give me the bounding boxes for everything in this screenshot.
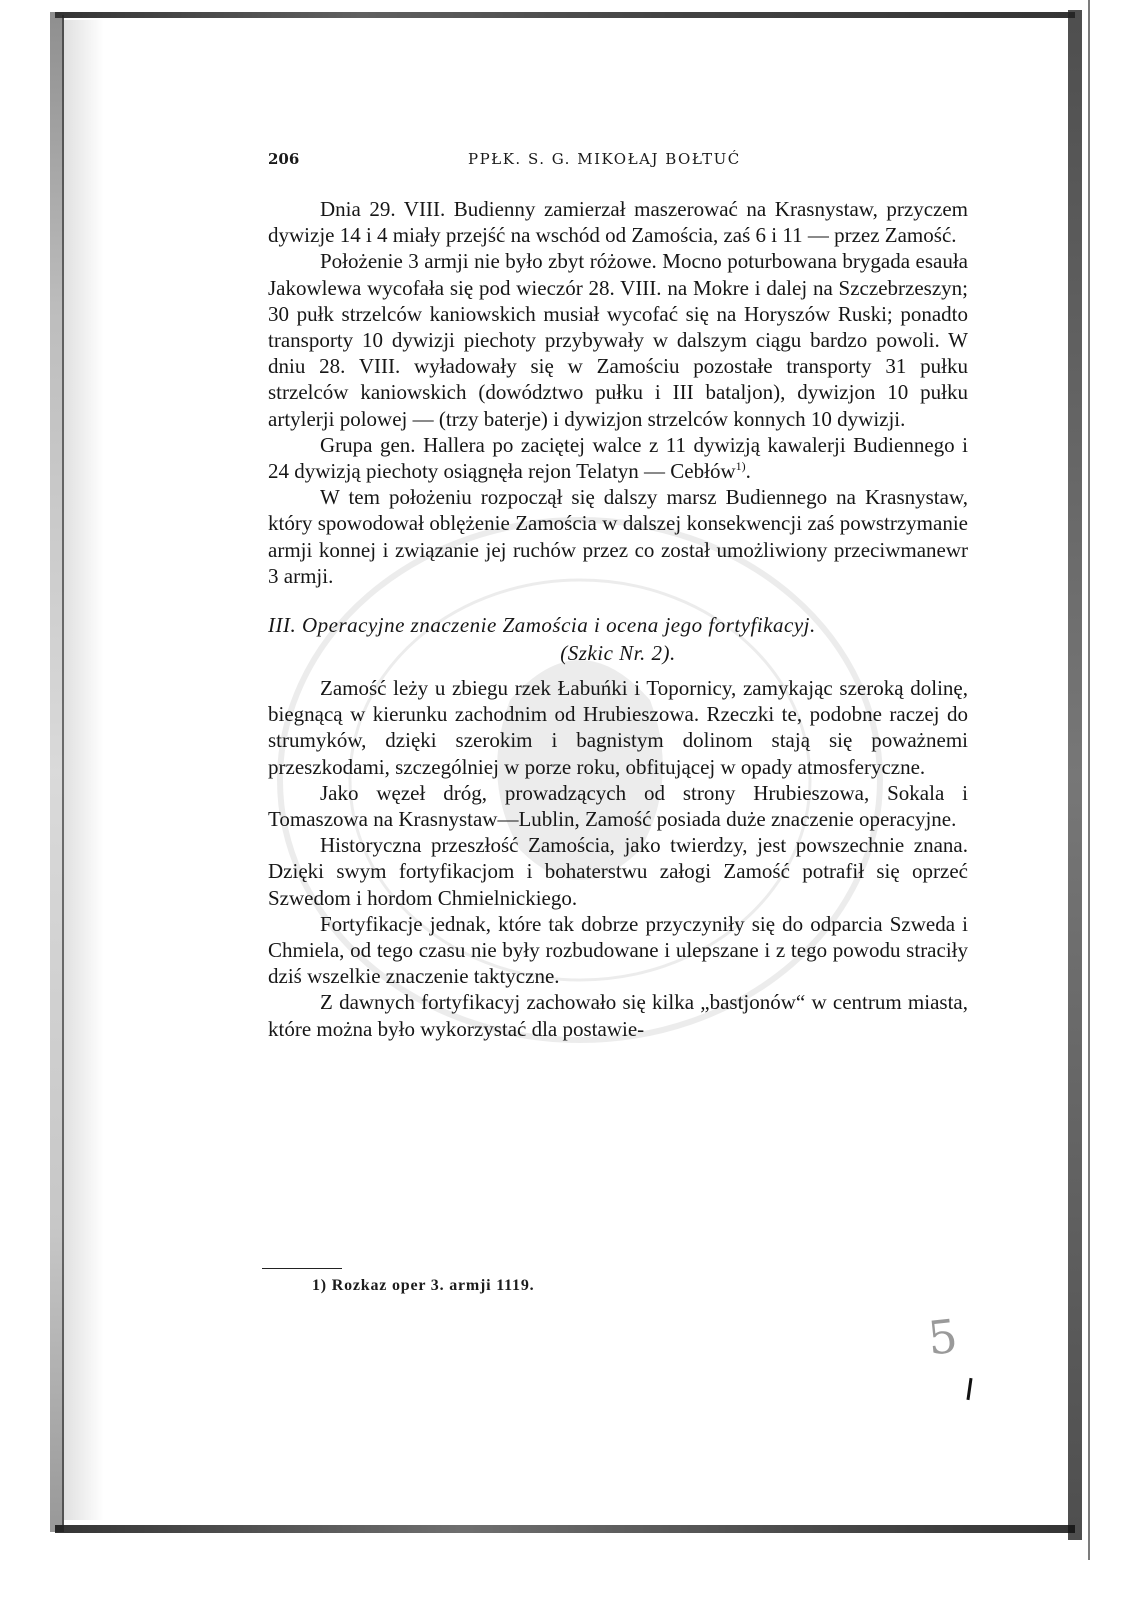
scan-edge-bottom xyxy=(55,1525,1075,1533)
paragraph: Z dawnych fortyfikacyj zachowało się kilka „bastjonów“ w centrum miasta, które można było wykorzystać dla postawie- xyxy=(268,990,968,1041)
running-head: PPŁK. S. G. MIKOŁAJ BOŁTUĆ xyxy=(468,150,741,168)
paragraph: Historyczna przeszłość Zamościa, jako twierdzy, jest powszechnie znana. Dzięki swym fortyfikacjom i bohaterstwu załogi Zamość potrafił się oprzeć Szwedom i hordom Chmielnickiego. xyxy=(268,833,968,910)
handwritten-page-mark: 5 xyxy=(925,1308,961,1366)
page-number: 206 xyxy=(268,150,300,168)
scan-edge-left-line xyxy=(62,15,64,1525)
section-heading xyxy=(268,611,968,667)
footnote-reference: 1) xyxy=(735,459,746,474)
scan-edge-right xyxy=(1068,10,1082,1540)
paragraph: Jako węzeł dróg, prowadzących od strony Hrubieszowa, Sokala i Tomaszowa na Krasnystaw—Lublin, Zamość posiada duże znaczenie operacyjne. xyxy=(268,780,968,832)
paragraph: Fortyfikacje jednak, które tak dobrze przyczyniły się do odparcia Szweda i Chmiela, od tego czasu nie były rozbudowane i ulepszane i z tego powodu straciły dziś wszelkie znaczenie taktyczne. xyxy=(268,911,968,989)
paragraph: Zamość leży u zbiegu rzek Łabuńki i Topornicy, zamykając szeroką dolinę, biegnącą w kierunku zachodnim od Hrubieszowa. Rzeczki te, podobne raczej do strumyków, dzięki szerokim i bagnistym dolinom stają się poważnemi przeszkodami, szczególniej w porze roku, obfitującej w opady atmosferyczne. xyxy=(268,676,968,779)
pen-stroke-mark xyxy=(966,1378,972,1400)
paragraph: Grupa gen. Hallera po zaciętej walce z 11 dywizją kawalerji Budiennego i 24 dywizją piechoty osiągnęła rejon Telatyn — Cebłów$^{1)}$. xyxy=(268,432,968,484)
scan-edge-top xyxy=(55,12,1075,18)
section-heading-sketch-ref: (Szkic Nr. 2). xyxy=(560,641,676,666)
paragraph: Dnia 29. VIII. Budienny zamierzał maszerować na Krasnystaw, przyczem dywizje 14 i 4 miały przejść na wschód od Zamościa, zaś 6 i 11 — przez Zamość. xyxy=(268,197,968,248)
scan-shadow xyxy=(64,20,104,1520)
paragraph: Położenie 3 armji nie było zbyt różowe. Mocno poturbowana brygada esauła Jakowlewa wycofała się pod wieczór 28. VIII. na Mokre i dalej na Szczebrzeszyn; 30 pułk strzelców kaniowskich musiał wycofać się na Horyszów Ruski; ponadto transporty 10 dywizji piechoty przybywały w dalszym ciągu bardzo powoli. W dniu 28. VIII. wyładowały się w Zamościu pozostałe transporty 31 pułku strzelców kaniowskich (dowództwo pułku i III bataljon), dywizjon 10 pułku artylerji polowej — (trzy baterje) i dywizjon strzelców konnych 10 dywizji. xyxy=(268,249,968,431)
footnote-divider xyxy=(262,1268,342,1269)
paragraph: W tem położeniu rozpoczął się dalszy marsz Budiennego na Krasnystaw, który spowodował oblężenie Zamościa w dalszej konsekwencji zaś powstrzymanie armji konnej i związanie jej ruchów przez co został umożliwiony przeciwmanewr 3 armji. xyxy=(268,485,968,588)
scan-edge-right-line xyxy=(1088,0,1090,1560)
section-heading-title: III. Operacyjne znaczenie Zamościa i ocena jego fortyfikacyj. xyxy=(268,613,816,638)
body-text xyxy=(268,196,968,1042)
footnote: 1) Rozkaz oper 3. armji 1119. xyxy=(312,1277,535,1294)
paragraph-text: Grupa gen. Hallera po zaciętej walce z 11 dywizją kawalerji Budiennego i 24 dywizją piechoty osiągnęła rejon Telatyn — Cebłów xyxy=(268,432,968,484)
